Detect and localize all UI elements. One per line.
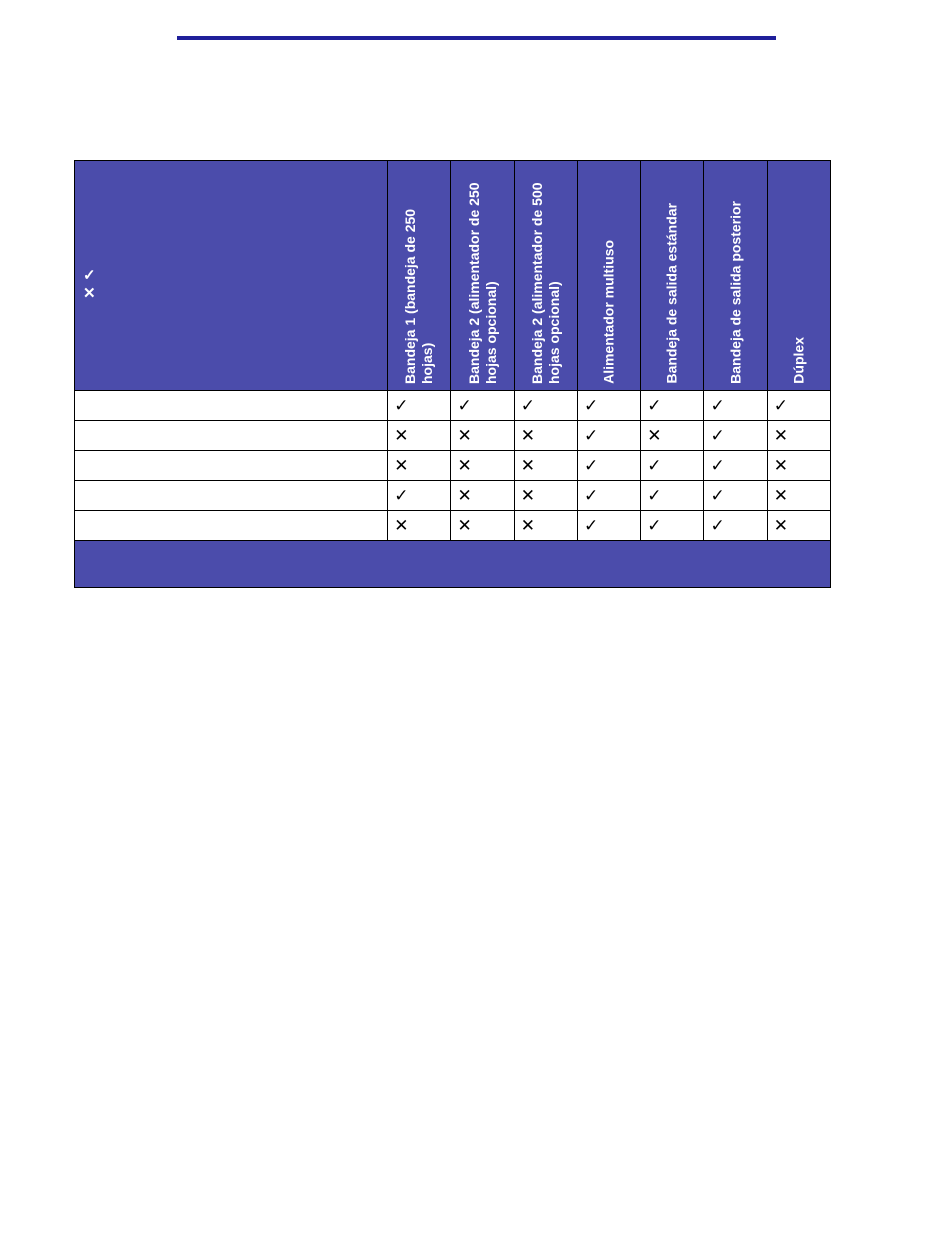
header-row [75, 161, 831, 391]
legend [75, 267, 387, 303]
support-mark: ✕ [388, 421, 451, 451]
column-header-multipurpose-feeder: Alimentador multiuso [577, 161, 640, 391]
support-mark: ✓ [577, 481, 640, 511]
column-header-duplex: Dúplex [767, 161, 830, 391]
support-mark: ✕ [514, 451, 577, 481]
table-footer-row [75, 541, 831, 588]
support-mark: ✓ [641, 481, 704, 511]
column-header-rear-output: Bandeja de salida posterior [704, 161, 767, 391]
support-mark: ✕ [641, 421, 704, 451]
support-mark: ✓ [451, 391, 514, 421]
table-row [75, 451, 831, 481]
support-mark: ✓ [641, 511, 704, 541]
check-icon: ✓ [83, 266, 96, 284]
column-header-standard-output: Bandeja de salida estándar [641, 161, 704, 391]
support-mark: ✓ [704, 391, 767, 421]
support-mark: ✓ [704, 481, 767, 511]
table-row [75, 511, 831, 541]
row-label [75, 421, 388, 451]
support-mark: ✕ [767, 511, 830, 541]
support-mark: ✕ [514, 481, 577, 511]
support-mark: ✕ [514, 421, 577, 451]
support-mark: ✓ [514, 391, 577, 421]
support-mark: ✓ [388, 391, 451, 421]
top-rule [177, 36, 776, 40]
column-header-tray2-250: Bandeja 2 (alimentador de 250 hojas opcional) [451, 161, 514, 391]
row-label [75, 451, 388, 481]
support-mark: ✓ [577, 391, 640, 421]
support-mark: ✕ [451, 451, 514, 481]
table-row [75, 481, 831, 511]
support-mark: ✕ [388, 451, 451, 481]
support-mark: ✓ [704, 421, 767, 451]
support-mark: ✕ [767, 481, 830, 511]
legend-cell [75, 161, 388, 391]
support-mark: ✓ [388, 481, 451, 511]
support-mark: ✕ [767, 421, 830, 451]
row-label [75, 391, 388, 421]
support-mark: ✕ [451, 511, 514, 541]
row-label [75, 511, 388, 541]
support-mark: ✕ [514, 511, 577, 541]
table-row [75, 391, 831, 421]
support-mark: ✓ [641, 391, 704, 421]
column-header-tray1: Bandeja 1 (bandeja de 250 hojas) [388, 161, 451, 391]
media-support-table [74, 160, 831, 588]
table-footer [75, 541, 831, 588]
support-mark: ✓ [767, 391, 830, 421]
support-mark: ✓ [641, 451, 704, 481]
support-mark: ✓ [577, 451, 640, 481]
support-mark: ✓ [704, 511, 767, 541]
support-mark: ✓ [577, 511, 640, 541]
table-row [75, 421, 831, 451]
support-mark: ✕ [767, 451, 830, 481]
row-label [75, 481, 388, 511]
support-mark: ✕ [451, 481, 514, 511]
column-header-tray2-500: Bandeja 2 (alimentador de 500 hojas opcional) [514, 161, 577, 391]
support-mark: ✓ [577, 421, 640, 451]
support-mark: ✕ [451, 421, 514, 451]
support-mark: ✕ [388, 511, 451, 541]
cross-icon: ✕ [83, 284, 96, 302]
support-mark: ✓ [704, 451, 767, 481]
